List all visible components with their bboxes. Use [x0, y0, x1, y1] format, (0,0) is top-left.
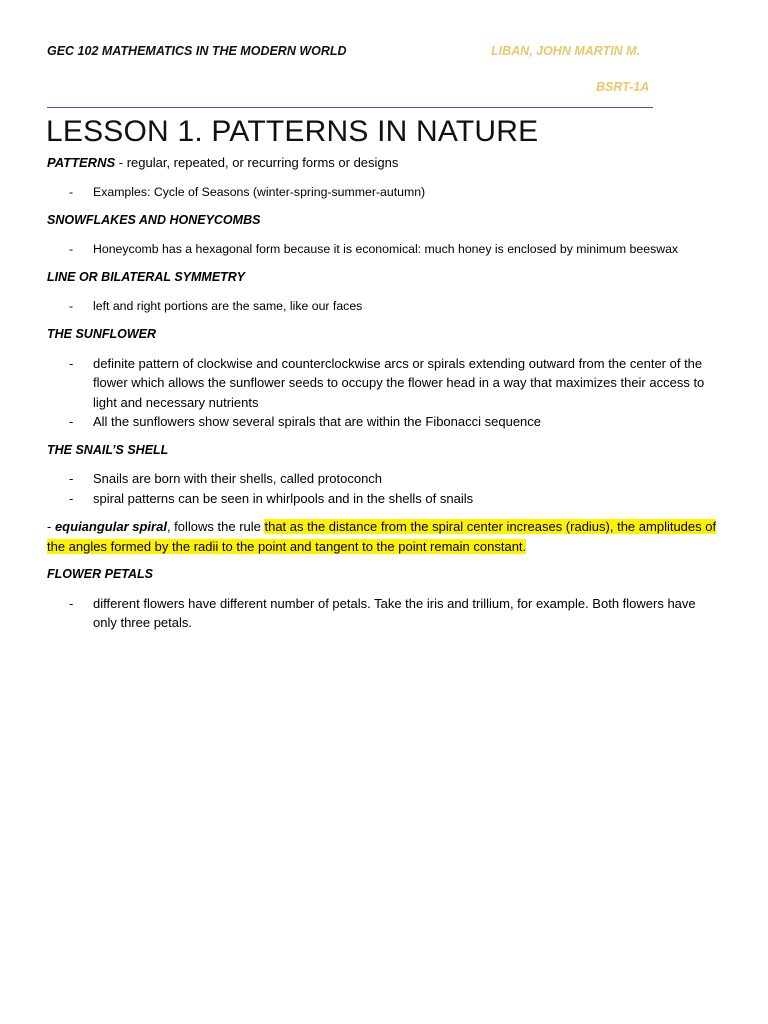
section-heading-sunflower: THE SUNFLOWER [47, 327, 157, 341]
course-title: GEC 102 MATHEMATICS IN THE MODERN WORLD [47, 44, 347, 58]
class-section: BSRT-1A [596, 80, 650, 94]
patterns-definition [47, 153, 717, 173]
snail-list [47, 469, 717, 508]
section-heading-petals: FLOWER PETALS [47, 567, 154, 581]
patterns-definition-text: - regular, repeated, or recurring forms or designs [115, 155, 399, 170]
list-item: - definite pattern of clockwise and counterclockwise arcs or spirals extending outward from the center of the flower which allows the sunflower seeds to occupy the flower head in a way that maximizes their access to light and necessary nutrients [47, 354, 717, 413]
list-item: - Snails are born with their shells, called protoconch [47, 469, 717, 489]
list-item: - Examples: Cycle of Seasons (winter-spring-summer-autumn) [47, 183, 717, 203]
snowflakes-list [47, 240, 717, 260]
sunflower-list [47, 354, 717, 432]
section-heading-snail: THE SNAIL’S SHELL [47, 442, 169, 457]
symmetry-list [47, 297, 717, 317]
section-heading-symmetry: LINE OR BILATERAL SYMMETRY [47, 270, 245, 284]
lesson-content [47, 153, 717, 642]
lesson-title: LESSON 1. PATTERNS IN NATURE [46, 115, 539, 148]
list-item: - All the sunflowers show several spirals that are within the Fibonacci sequence [47, 412, 717, 432]
patterns-list [47, 183, 717, 203]
spiral-mid: , follows the rule [166, 519, 265, 534]
patterns-term: PATTERNS [47, 155, 116, 170]
petals-list [47, 594, 717, 633]
list-item: - Honeycomb has a hexagonal form because it is economical: much honey is enclosed by minimum beeswax [47, 240, 717, 260]
highlighted-rule: that as the distance from the spiral center increases (radius), the amplitudes of the angles formed by the radii to the point and tangent to the point remain constant. [47, 519, 717, 554]
spiral-term: equiangular spiral [54, 519, 167, 534]
list-item: - different flowers have different number of petals. Take the iris and trillium, for example. Both flowers have only three petals. [47, 594, 717, 633]
header-divider [47, 107, 653, 108]
section-heading-snowflakes: SNOWFLAKES AND HONEYCOMBS [47, 213, 261, 227]
list-item: - spiral patterns can be seen in whirlpools and in the shells of snails [47, 489, 717, 509]
author-name: LIBAN, JOHN MARTIN M. [491, 44, 641, 58]
spiral-prefix: - [47, 519, 55, 534]
equiangular-spiral-note [47, 517, 717, 556]
list-item: - left and right portions are the same, like our faces [47, 297, 717, 317]
